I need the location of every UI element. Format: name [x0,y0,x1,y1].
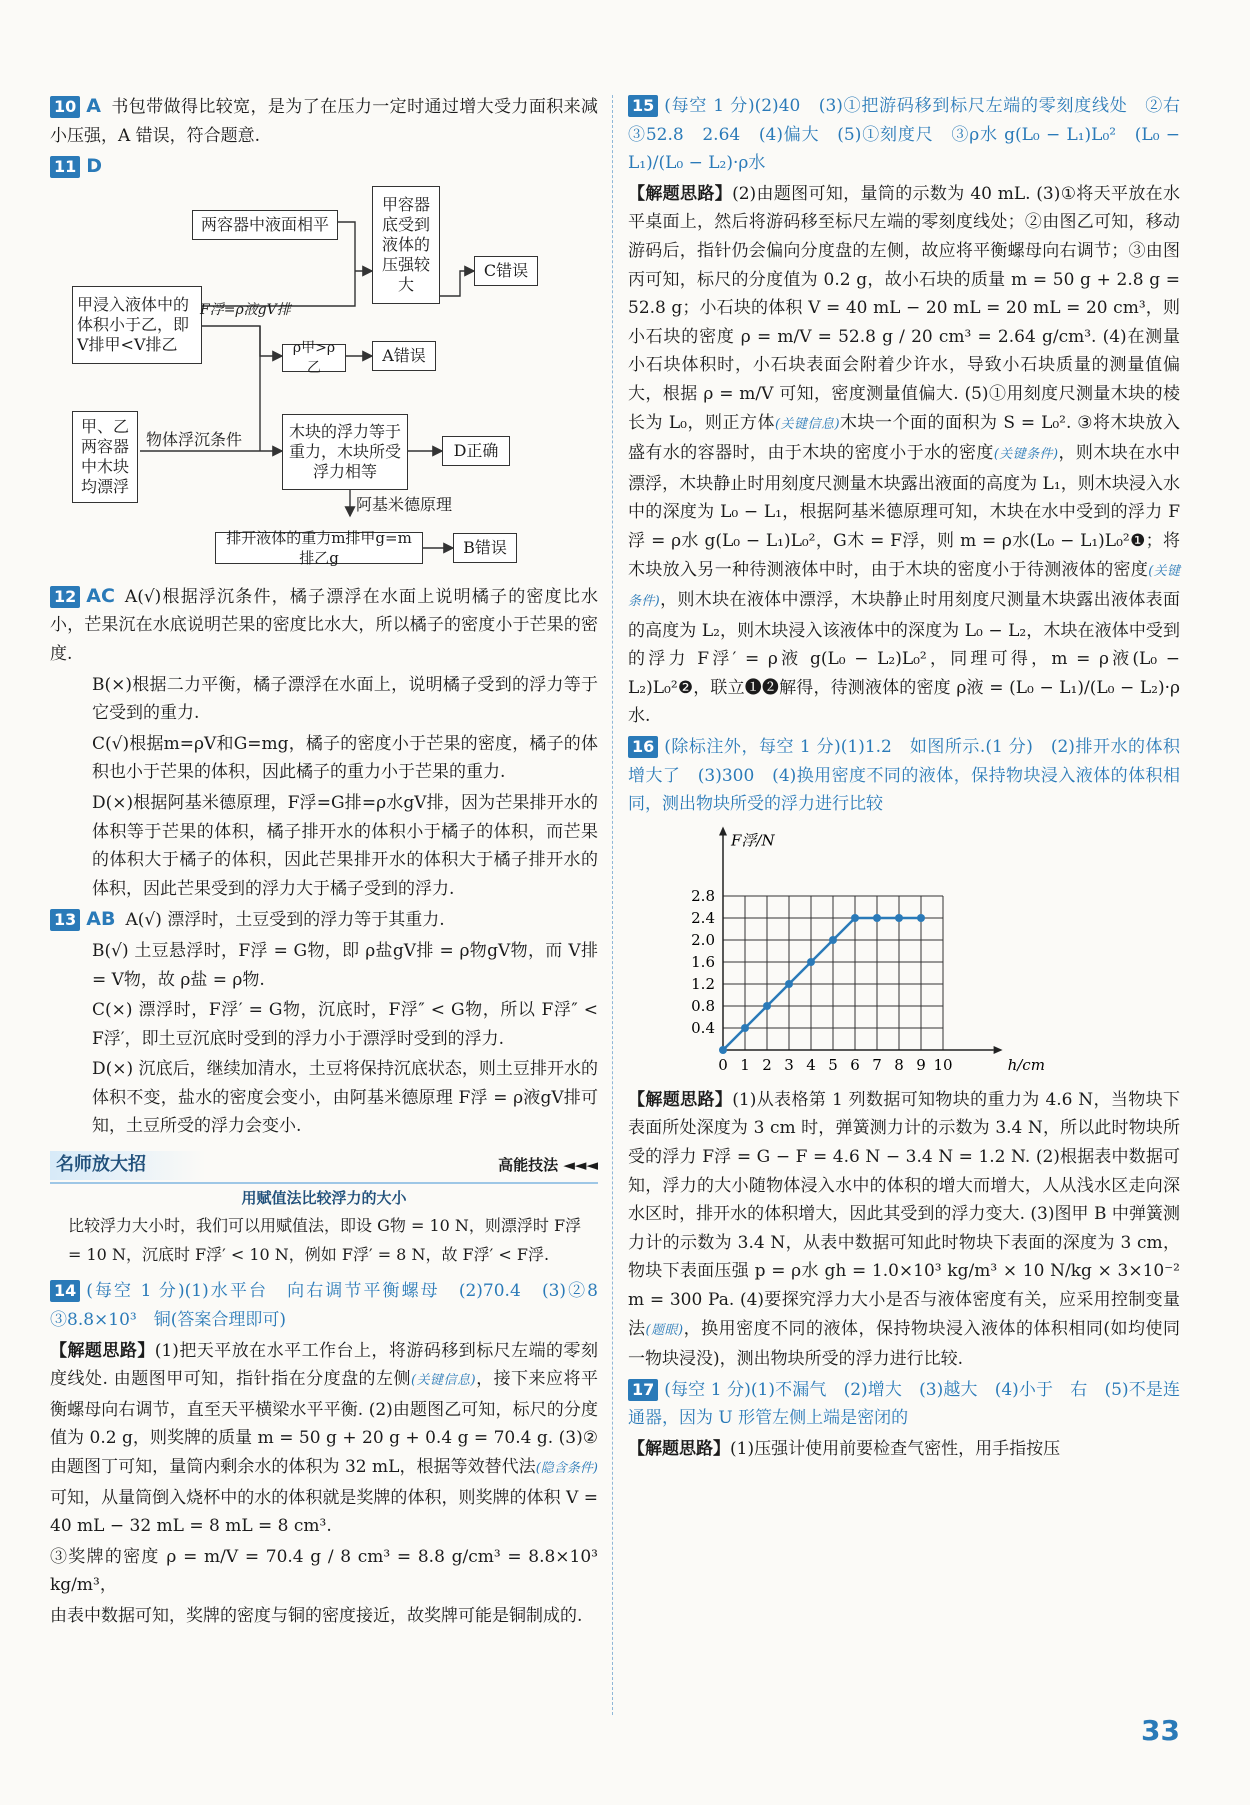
data-point [719,1046,727,1054]
answer-key: (每空 1 分)(1)水平台 向右调节平衡螺母 (2)70.4 (3)②8 ③8.8×10³ 铜(答案合理即可) [50,1281,615,1331]
question-number: 15 [628,95,658,117]
tip-subtitle: 用赋值法比较浮力的大小 [241,1188,407,1207]
box-density: ρ甲>ρ乙 [282,344,346,372]
box-c-wrong: C错误 [474,256,538,286]
key-note: (关键信息) [774,416,840,432]
flowchart [50,186,598,576]
key-note: (关键条件) [993,447,1059,463]
y-axis-label: F浮/N [731,831,775,850]
solution-15 [628,180,1180,731]
x-tick-label: 5 [828,1055,838,1074]
solution-17 [628,1435,1180,1464]
column-divider [612,95,613,1715]
answer-key: (每空 1 分)(1)不漏气 (2)增大 (3)越大 (4)小于 右 (5)不是连通器，因为 U 形管左侧上端是密闭的 [628,1379,1180,1429]
tip-header [50,1151,598,1184]
explanation: 书包带做得比较宽，是为了在压力一定时通过增大受力面积来减小压强，A 错误，符合题意. [50,97,598,146]
answer-key: (每空 1 分)(2)40 (3)①把游码移到标尺左端的零刻度线处 ②右 ③52.8 2.64 (4)偏大 (5)①刻度尺 ③ρ水 g(L₀ − L₁)L₀² (L₀ − L₁)/(L₀ − L₂)·ρ水 [628,96,1197,174]
solution-text: ，换用密度不同的液体，保持物块浸入液体的体积相同(如均使同一物块浸没)，测出物块所受的浮力进行比较. [628,1318,1180,1370]
key-note: (关键信息) [411,1373,476,1389]
tip-label: 高能技法 ◄◄◄ [498,1156,598,1175]
solution-14 [50,1337,598,1541]
data-point [807,958,815,966]
buoyancy-graph [628,825,1180,1080]
data-point [829,936,837,944]
answer-key: (除标注外，每空 1 分)(1)1.2 如图所示.(1 分) (2)排开水的体积增大了 (3)300 (4)换用密度不同的液体，保持物块浸入液体的体积相同，测出物块所受的浮力进行比较 [628,737,1180,815]
x-tick-label: 3 [784,1055,794,1074]
data-point [917,914,925,922]
box-a-wrong: A错误 [372,341,436,371]
box-weight: 排开液体的重力m排甲g=m排乙g [215,532,423,564]
question-11 [50,152,598,182]
left-column [50,92,615,1633]
density-calc: ③奖牌的密度 ρ = m/V = 70.4 g / 8 cm³ = 8.8 g/cm³ = 8.8×10³ kg/m³， [50,1546,598,1596]
x-tick-label: 4 [806,1055,816,1074]
data-point [785,980,793,988]
box-bottom-pressure: 甲容器底受到液体的压强较大 [372,186,440,304]
data-point [851,914,859,922]
y-tick-label: 1.2 [691,974,715,993]
question-number: 10 [50,96,80,118]
question-number: 14 [50,1280,80,1302]
x-tick-label: 10 [933,1055,953,1074]
solution-tag: 【解题思路】 [628,1089,733,1110]
solution-text: (2)由题图可知，量筒的示数为 40 mL. (3)①将天平放在水平桌面上，然后将游码移至标尺左端的零刻度线处；②由图乙可知，移动游码后，指针仍会偏向分度盘的左侧，故应将平衡螺母向右调节；③由图丙可知，标尺的分度值为 0.2 g，故小石块的质量 m = 50 g + 2.8 g = 52.8 g；小石块的体积 V = 40 mL − 20 mL = 20 mL = 20 cm³，则小石块的密度 ρ = m/V = 52.8 g / 20 cm³ = 2.64 g/cm³. (4)在测量小石块体积时，小石块表面会附着少许水，导致小石块质量的测量值偏大，根据 ρ = m/V 可知，密度测量值偏大. (5)①用刻度尺测量木块的棱长为 L₀，则正方体 [628,183,1181,433]
question-number: 13 [50,909,80,931]
question-10 [50,92,598,150]
box-buoyancy-equal: 木块的浮力等于重力，木块所受浮力相等 [282,414,408,490]
option-b: B(×)根据二力平衡，橘子漂浮在水面上，说明橘子受到的浮力等于它受到的重力. [92,674,598,724]
question-13 [50,905,598,935]
option-a: A(√) 漂浮时，土豆受到的浮力等于其重力. [125,910,445,931]
solution-text: (1)从表格第 1 列数据可知物块的重力为 4.6 N，当物块下表面所处深度为 3 cm 时，弹簧测力计的示数为 3.4 N，所以此时物块所受的浮力 F浮 = G − F = 4.6 N − 3.4 N = 1.2 N. (2)根据表中数据可知，浮力的大小随物体浸入水中的体积的增大而增大，人从浅水区走向深水区时，排开水的体积增大，因此其受到的浮力变大. (3)图甲 B 中弹簧测力计的示数为 3.4 N，从表中数据可知此时物块下表面的深度为 3 cm，物块下表面压强 p = ρ水 gh = 1.0×10³ kg/m³ × 10 N/kg × 3×10⁻² m = 300 Pa. (4)要探究浮力大小是否与液体密度有关，应采用控制变量法 [628,1089,1181,1339]
teacher-tip [50,1151,598,1269]
key-note: (题眼) [645,1322,684,1338]
box-b-wrong: B错误 [453,533,517,563]
right-column [628,92,1197,1466]
solution-tag: 【解题思路】 [50,1340,155,1361]
conclusion: 由表中数据可知，奖牌的密度与铜的密度接近，故奖牌可能是铜制成的. [50,1605,583,1626]
label-archimedes: 阿基米德原理 [356,494,453,514]
y-axis-arrow [719,826,727,835]
label-sink-float: 物体浮沉条件 [146,429,243,449]
option-b: B(√) 土豆悬浮时，F浮 = G物，即 ρ盐gV排 = ρ物gV物，而 V排 = V物，故 ρ盐 = ρ物. [92,940,598,990]
answer-letter: AC [86,584,115,607]
question-12 [50,582,598,669]
data-point [873,914,881,922]
option-c: C(√)根据m=ρV和G=mg，橘子的密度小于芒果的密度，橘子的体积也小于芒果的体积，因此橘子的重力小于芒果的重力. [92,733,598,783]
box-floating: 甲、乙两容器中木块均漂浮 [72,411,138,503]
solution-text: ，则木块在液体中漂浮，木块静止时用刻度尺测量木块露出液体表面的高度为 L₂，则木块浸入该液体中的深度为 L₀ − L₂，木块在液体中受到的浮力 F浮′ = ρ液 g(L₀ − L₂)L₀²，同理可得，m = ρ液(L₀ − L₂)L₀²❷，联立❶❷解得，待测液体的密度 ρ液 = (L₀ − L₁)/(L₀ − L₂)·ρ水. [628,590,1181,727]
y-tick-label: 1.6 [691,952,715,971]
y-tick-label: 2.8 [691,886,715,905]
question-15 [628,92,1197,178]
option-d: D(×) 沉底后，继续加清水，土豆将保持沉底状态，则土豆排开水的体积不变，盐水的密度会变小，由阿基米德原理 F浮 = ρ液gV排可知，土豆所受的浮力会变小. [92,1059,598,1137]
solution-text: ，则木块在水中漂浮，木块静止时用刻度尺测量木块露出液面的高度为 L₁，则木块浸入水中的深度为 L₀ − L₁，根据阿基米德原理可知，木块在水中受到的浮力 F浮 = ρ水 g(L₀ − L₁)L₀²，G木 = F浮，则 m = ρ水(L₀ − L₁)L₀²❶；将木块放入另一种待测液体中时，由于木块的密度小于待测液体的密度 [628,443,1180,580]
y-tick-label: 0.4 [691,1018,715,1037]
question-14 [50,1277,615,1334]
x-tick-label: 8 [894,1055,904,1074]
x-axis-label: h/cm [1007,1055,1045,1074]
x-tick-label: 1 [740,1055,750,1074]
solution-text: ，接下来应将平衡螺母向右调节，直至天平横梁水平平衡. (2)由题图乙可知，标尺的分度值为 0.2 g，则奖牌的质量 m = 50 g + 20 g + 0.4 g = 70.4 g. (3)②由题图丁可知，量筒内剩余水的体积为 32 mL，根据等效替代法 [50,1369,598,1477]
solution-text: (1)压强计使用前要检查气密性，用手指按压 [730,1438,1061,1459]
question-number: 17 [628,1379,658,1401]
option-a: A(√)根据浮沉条件，橘子漂浮在水面上说明橘子的密度比水小，芒果沉在水底说明芒果的密度比水大，所以橘子的密度小于芒果的密度. [50,586,598,664]
x-tick-label: 0 [718,1055,728,1074]
answer-letter: A [86,95,101,117]
data-point [741,1024,749,1032]
x-tick-label: 7 [872,1055,882,1074]
x-tick-label: 6 [850,1055,860,1074]
question-number: 11 [50,156,80,178]
y-tick-label: 0.8 [691,996,715,1015]
box-same-level: 两容器中液面相平 [192,210,338,240]
chart-svg [628,825,1180,1080]
x-tick-label: 2 [762,1055,772,1074]
answer-letter: D [86,155,103,178]
question-17 [628,1376,1180,1433]
page-number: 33 [1141,1714,1180,1747]
x-tick-label: 9 [916,1055,926,1074]
question-number: 12 [50,586,80,608]
question-number: 16 [628,736,658,758]
tip-body: 比较浮力大小时，我们可以用赋值法，即设 G物 = 10 N，则漂浮时 F浮 = 10 N，沉底时 F浮′ < 10 N，例如 F浮′ = 8 N，故 F浮′ < F浮. [68,1216,582,1264]
solution-text: (1)把天平放在水平工作台上，将游码移到标尺左端的零刻度线处. 由题图甲可知，指针指在分度盘的左侧 [50,1340,598,1390]
option-d: D(×)根据阿基米德原理，F浮=G排=ρ水gV排，因为芒果排开水的体积等于芒果的体积，橘子排开水的体积小于橘子的体积，而芒果的体积大于橘子的体积，因此芒果排开水的体积大于橘子排开水的体积，因此芒果受到的浮力大于橘子受到的浮力. [92,792,598,899]
answer-letter: AB [86,908,116,931]
solution-16 [628,1086,1180,1374]
formula-label: F浮=ρ液gV排 [200,301,291,318]
key-note: (关键条件) [628,563,1181,610]
solution-text: 可知，从量筒倒入烧杯中的水的体积就是奖牌的体积，则奖牌的体积 V = 40 mL − 32 mL = 8 mL = 8 cm³. [50,1487,598,1537]
solution-text: 木块一个面的面积为 S = L₀². ③将木块放入盛有水的容器时，由于木块的密度小于水的密度 [628,412,1180,464]
box-volume: 甲浸入液体中的体积小于乙，即V排甲<V排乙 [72,286,202,364]
y-tick-label: 2.4 [691,908,715,927]
x-axis-arrow [994,1046,1003,1054]
question-16 [628,733,1180,819]
box-d-right: D正确 [442,436,510,466]
data-point [895,914,903,922]
tip-title: 名师放大招 [50,1151,206,1180]
option-c: C(×) 漂浮时，F浮′ = G物，沉底时，F浮″ < G物，所以 F浮″ < F浮′，即土豆沉底时受到的浮力小于漂浮时受到的浮力. [92,1000,598,1049]
y-tick-label: 2.0 [691,930,715,949]
data-point [763,1002,771,1010]
hidden-note: (隐含条件) [535,1461,598,1476]
solution-tag: 【解题思路】 [628,183,733,204]
solution-tag: 【解题思路】 [628,1438,730,1459]
